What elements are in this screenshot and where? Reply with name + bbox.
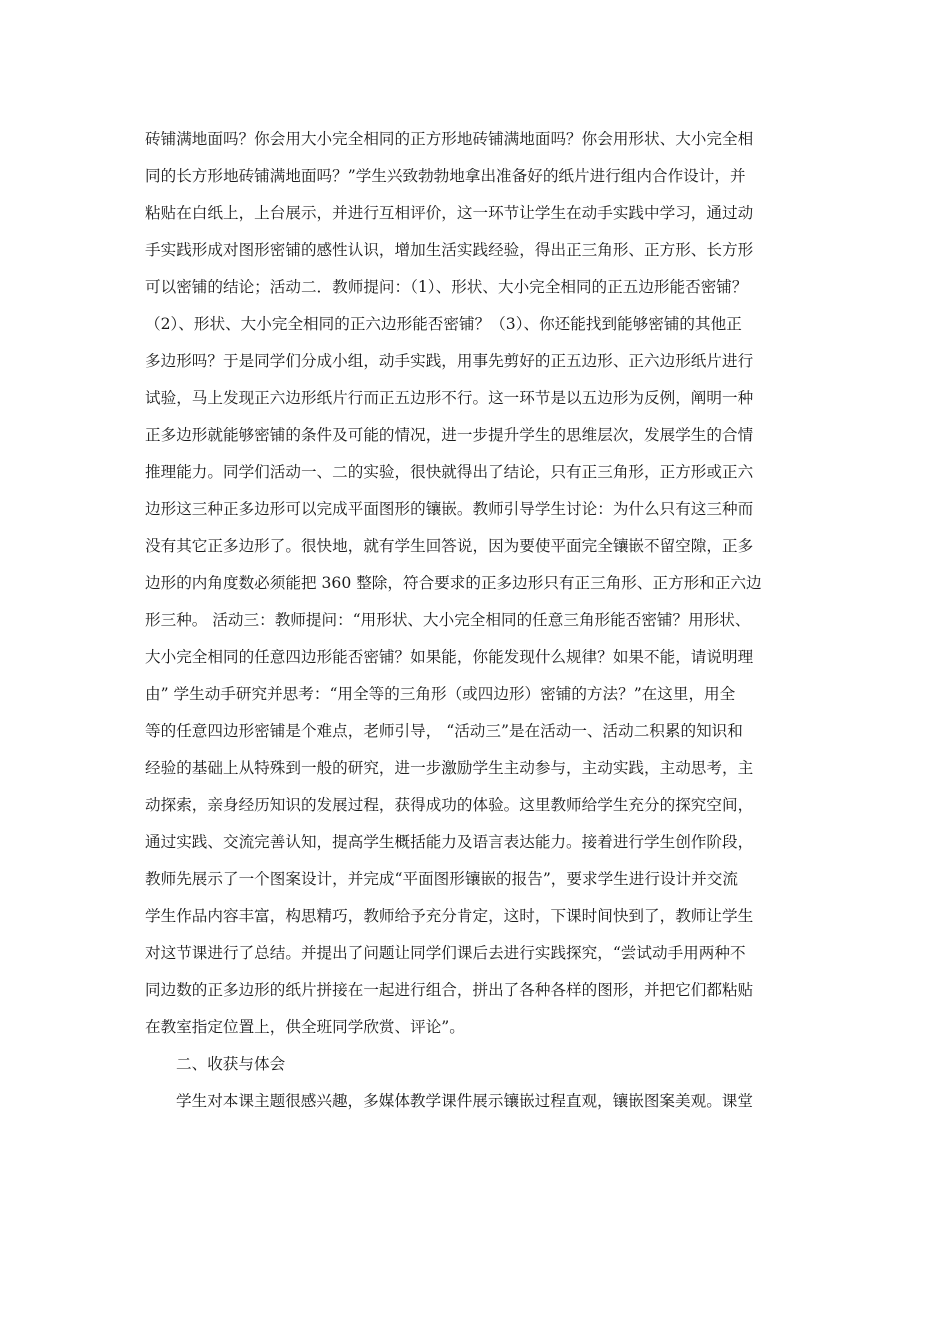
text-line: 经验的基础上从特殊到一般的研究，进一步激励学生主动参与，主动实践，主动思考，主 — [145, 759, 754, 777]
text-line: 等的任意四边形密铺是个难点，老师引导， “活动三”是在活动一、活动二积累的知识和 — [145, 722, 743, 740]
text-line: 砖铺满地面吗？你会用大小完全相同的正方形地砖铺满地面吗？你会用形状、大小完全相 — [145, 130, 754, 148]
text-line: 粘贴在白纸上，上台展示，并进行互相评价，这一环节让学生在动手实践中学习，通过动 — [145, 204, 754, 222]
text-line: 在教室指定位置上，供全班同学欣赏、评论”。 — [145, 1018, 465, 1036]
text-line: 通过实践、交流完善认知，提高学生概括能力及语言表达能力。接着进行学生创作阶段， — [145, 833, 754, 851]
paragraph-start-line: 学生对本课主题很感兴趣，多媒体教学课件展示镶嵌过程直观，镶嵌图案美观。课堂 — [176, 1092, 753, 1110]
text-line: （2）、形状、大小完全相同的正六边形能否密铺？（3）、你还能找到能够密铺的其他正 — [145, 315, 742, 333]
text-line: 边形的内角度数必须能把 360 整除，符合要求的正多边形只有正三角形、正方形和正六边 — [145, 574, 762, 592]
section-heading: 二、收获与体会 — [176, 1055, 286, 1073]
text-line: 多边形吗？于是同学们分成小组，动手实践，用事先剪好的正五边形、正六边形纸片进行 — [145, 352, 754, 370]
text-line: 学生作品内容丰富，构思精巧，教师给予充分肯定，这时，下课时间快到了，教师让学生 — [145, 907, 754, 925]
text-line: 同边数的正多边形的纸片拼接在一起进行组合，拼出了各种各样的图形，并把它们都粘贴 — [145, 981, 754, 999]
text-line: 由” 学生动手研究并思考：“用全等的三角形（或四边形）密铺的方法？”在这里，用全 — [145, 685, 736, 703]
text-line: 大小完全相同的任意四边形能否密铺？如果能，你能发现什么规律？如果不能，请说明理 — [145, 648, 754, 666]
text-line: 试验，马上发现正六边形纸片行而正五边形不行。这一环节是以五边形为反例，阐明一种 — [145, 389, 754, 407]
text-line: 边形这三种正多边形可以完成平面图形的镶嵌。教师引导学生讨论：为什么只有这三种而 — [145, 500, 754, 518]
text-line: 手实践形成对图形密铺的感性认识，增加生活实践经验，得出正三角形、正方形、长方形 — [145, 241, 754, 259]
text-line: 可以密铺的结论；活动二．教师提问：（1）、形状、大小完全相同的正五边形能否密铺？ — [145, 278, 748, 296]
text-line: 形三种。 活动三：教师提问：“用形状、大小完全相同的任意三角形能否密铺？用形状、 — [145, 611, 751, 629]
text-line: 教师先展示了一个图案设计，并完成“平面图形镶嵌的报告”，要求学生进行设计并交流 — [145, 870, 738, 888]
text-line: 推理能力。同学们活动一、二的实验，很快就得出了结论，只有正三角形，正方形或正六 — [145, 463, 754, 481]
text-line: 正多边形就能够密铺的条件及可能的情况，进一步提升学生的思维层次，发展学生的合情 — [145, 426, 754, 444]
text-line: 没有其它正多边形了。很快地，就有学生回答说，因为要使平面完全镶嵌不留空隙，正多 — [145, 537, 754, 555]
text-line: 同的长方形地砖铺满地面吗？”学生兴致勃勃地拿出准备好的纸片进行组内合作设计，并 — [145, 167, 746, 185]
document-body — [145, 121, 805, 1120]
text-line: 对这节课进行了总结。并提出了问题让同学们课后去进行实践探究，“尝试动手用两种不 — [145, 944, 746, 962]
text-line: 动探索，亲身经历知识的发展过程，获得成功的体验。这里教师给学生充分的探究空间， — [145, 796, 754, 814]
